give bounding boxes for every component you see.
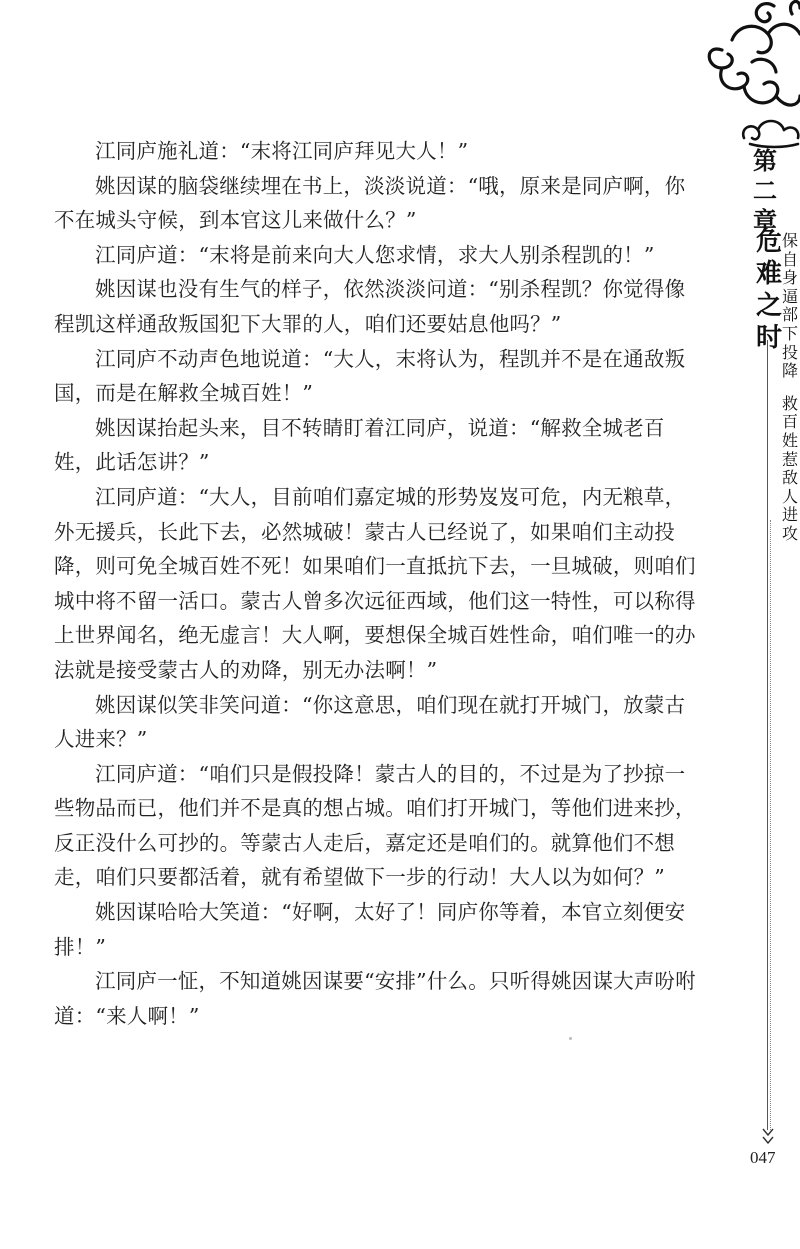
paragraph: 姚因谋似笑非笑问道：“你这意思，咱们现在就打开城门，放蒙古人进来？” bbox=[54, 692, 686, 752]
paragraph: 江同庐不动声色地说道：“大人，末将认为，程凯并不是在通敌叛国，而是在解救全城百姓！” bbox=[54, 346, 686, 406]
scan-speck bbox=[569, 1037, 572, 1040]
sidebar-rule bbox=[767, 340, 768, 1130]
paragraph: 姚因谋的脑袋继续埋在书上，淡淡说道：“哦，原来是同庐啊，你不在城头守候，到本官这儿来做什么？” bbox=[54, 173, 686, 233]
double-chevron-down-icon bbox=[761, 1126, 775, 1150]
cloud-ornament-icon bbox=[702, 0, 800, 128]
subtitle-part-1: 保自身逼部下投降 bbox=[781, 231, 798, 381]
chapter-title: 危难之时 bbox=[755, 227, 782, 353]
paragraph: 姚因谋抬起头来，目不转睛盯着江同庐，说道：“解救全城老百姓，此话怎讲？” bbox=[54, 415, 665, 475]
paragraph: 江同庐道：“末将是前来向大人您求情，求大人别杀程凯的！” bbox=[95, 242, 655, 267]
paragraph: 江同庐道：“大人，目前咱们嘉定城的形势岌岌可危，内无粮草，外无援兵，长此下去，必然城破！蒙古人已经说了，如果咱们主动投降，则可免全城百姓不死！如果咱们一直抵抗下去，一旦城破，则咱们城中将不留一活口。蒙古人曾多次远征西域，他们这一特性，可以称得上世界闻名，绝无虚言！大人啊，要想保全城百姓性命，咱们唯一的办法就是接受蒙古人的劝降，别无办法啊！” bbox=[54, 484, 696, 682]
chapter-number: 第二章 bbox=[753, 146, 777, 235]
body-text bbox=[54, 134, 698, 1033]
subtitle-part-2: 救百姓惹敌人进攻 bbox=[781, 393, 798, 543]
page-number: 047 bbox=[750, 1148, 776, 1167]
sidebar-dotted-rule bbox=[770, 520, 771, 1130]
paragraph: 姚因谋哈哈大笑道：“好啊，太好了！同庐你等着，本官立刻便安排！” bbox=[54, 900, 686, 959]
chapter-subtitle bbox=[780, 232, 800, 544]
paragraph: 江同庐施礼道：“末将江同庐拜见大人！” bbox=[95, 139, 469, 163]
small-cloud-ornament-icon bbox=[740, 116, 800, 150]
paragraph: 姚因谋也没有生气的样子，依然淡淡问道：“别杀程凯？你觉得像程凯这样通敌叛国犯下大罪的人，咱们还要姑息他吗？” bbox=[54, 277, 686, 336]
paragraph: 江同庐一怔，不知道姚因谋要“安排”什么。只听得姚因谋大声吩咐道：“来人啊！” bbox=[54, 969, 696, 1028]
paragraph: 江同庐道：“咱们只是假投降！蒙古人的目的，不过是为了抄掠一些物品而已，他们并不是真的想占城。咱们打开城门，等他们进来抄，反正没什么可抄的。等蒙古人走后，嘉定还是咱们的。就算他们不想走，咱们只要都活着，就有希望做下一步的行动！大人以为如何？” bbox=[54, 761, 696, 890]
